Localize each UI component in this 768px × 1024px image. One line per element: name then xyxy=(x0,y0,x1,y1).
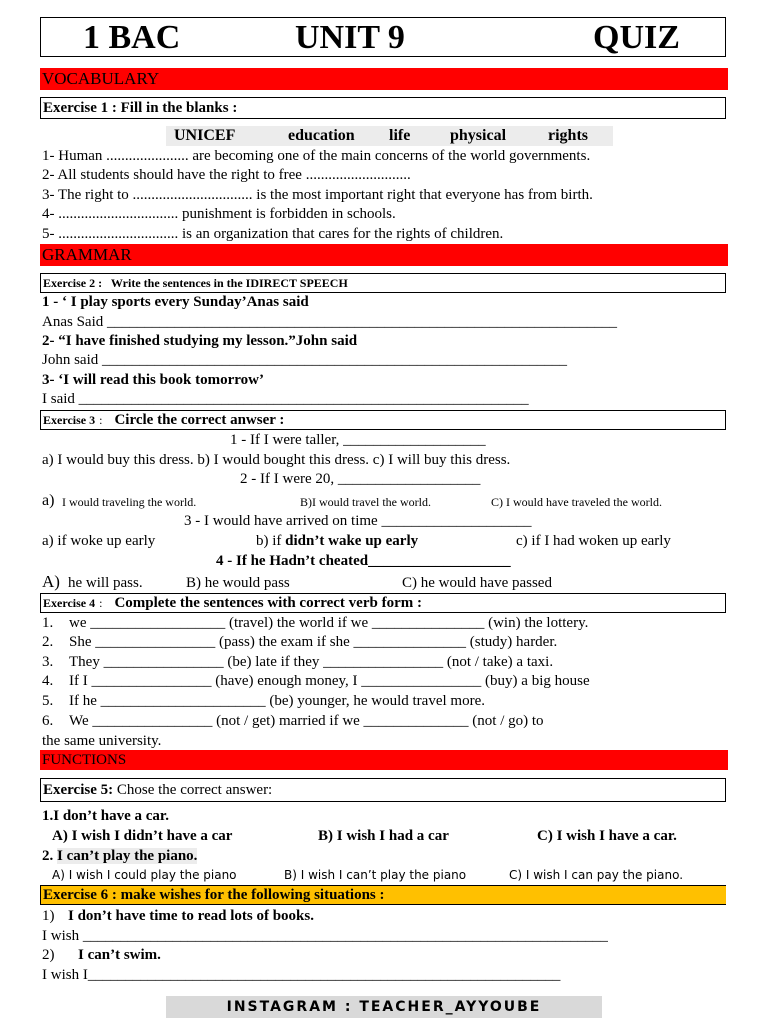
ex5-q2-option-a: A) I wish I could play the piano xyxy=(52,868,237,882)
ex2-answer-2: John said ______________________________________________________________ xyxy=(42,352,567,368)
exercise-5-label: Exercise 5: xyxy=(43,782,114,798)
ex3-q3-option-b xyxy=(256,532,418,551)
vocab-item-1: 1- Human ...................... are becoming one of the main concerns of the world governments. xyxy=(42,148,591,164)
ex5-q1-option-b: B) I wish I had a car xyxy=(318,828,449,844)
exercise-3-box xyxy=(40,410,726,430)
vocabulary-section-bar: VOCABULARY xyxy=(40,68,728,90)
exercise-4-instruction: Complete the sentences with correct verb form : xyxy=(114,595,422,611)
ex2-question-1: 1 - ‘ I play sports every Sunday’Anas said xyxy=(42,294,309,310)
exercise-5-box xyxy=(40,778,726,802)
ex3-q2-option-c: C) I would have traveled the world. xyxy=(491,495,662,509)
vocab-item-3: 3- The right to ................................ is the most important right that everyone has from birth. xyxy=(42,187,593,203)
vocab-item-4: 4- ................................ punishment is forbidden in schools. xyxy=(42,206,396,222)
ex3-q4-option-a-letter: A) xyxy=(42,572,60,591)
exercise-6-instruction: : make wishes for the following situations : xyxy=(111,887,385,903)
ex3-q4-option-c: C) he would have passed xyxy=(402,575,552,591)
ex3-q4-option-b: B) he would pass xyxy=(186,575,290,591)
ex5-question-2-text: I can’t play the piano. xyxy=(57,848,198,864)
exercise-1-box xyxy=(40,97,726,119)
ex6-answer-1: I wish ______________________________________________________________________ xyxy=(42,928,608,944)
ex2-question-3: 3- ‘I will read this book tomorrow’ xyxy=(42,372,264,388)
exercise-4-box xyxy=(40,593,726,613)
ex4-item-text: we __________________ (travel) the world if we _______________ (win) the lottery. xyxy=(69,615,589,631)
ex4-item-text: She ________________ (pass) the exam if she _______________ (study) harder. xyxy=(69,634,558,650)
exercise-6-header xyxy=(41,886,726,904)
ex6-question-1-text: I don’t have time to read lots of books. xyxy=(68,908,314,924)
ex3-q3-option-c: c) if I had woken up early xyxy=(516,533,671,549)
ex6-question-1 xyxy=(42,907,314,926)
ex2-answer-3: I said ____________________________________________________________ xyxy=(42,391,529,407)
ex6-question-2-text: I can’t swim. xyxy=(78,947,161,963)
ex3-question-1: 1 - If I were taller, ___________________ xyxy=(230,432,486,448)
word-bank-item: UNICEF xyxy=(174,127,236,144)
ex4-item-text: They ________________ (be) late if they ________________ (not / take) a taxi. xyxy=(69,654,554,670)
ex4-item-1 xyxy=(42,614,588,633)
ex4-item-text: We ________________ (not / get) married if we ______________ (not / go) to xyxy=(69,713,544,729)
exercise-1-label: Exercise 1 xyxy=(43,100,109,116)
ex4-item-number: 6. xyxy=(42,713,54,729)
ex4-item-number: 1. xyxy=(42,615,54,631)
ex6-question-1-number: 1) xyxy=(42,908,55,924)
ex4-item-2 xyxy=(42,633,557,652)
ex5-question-2-number: 2. xyxy=(42,848,54,864)
ex6-question-2-number: 2) xyxy=(42,947,55,963)
exercise-5-instruction: Chose the correct answer: xyxy=(116,782,273,798)
level-title: 1 BAC xyxy=(83,19,181,56)
ex4-item-number: 4. xyxy=(42,673,54,689)
vocab-item-2: 2- All students should have the right to free ............................ xyxy=(42,167,411,183)
ex3-q4-option-a: he will pass. xyxy=(68,575,143,591)
word-bank-item: life xyxy=(389,127,411,144)
exercise-2-box xyxy=(40,273,726,293)
ex4-item-text: If he ______________________ (be) younger, he would travel more. xyxy=(69,693,485,709)
exercise-6-label: Exercise 6 xyxy=(43,887,109,903)
ex4-item-number: 3. xyxy=(42,654,54,670)
ex5-q2-option-b: B) I wish I can’t play the piano xyxy=(284,868,467,882)
exercise-2-instruction: Write the sentences in the IDIRECT SPEECH xyxy=(110,276,348,290)
ex2-answer-1: Anas Said ____________________________________________________________________ xyxy=(42,314,617,330)
ex3-question-3: 3 - I would have arrived on time ____________________ xyxy=(184,513,532,529)
ex3-q3-option-b-text: didn’t wake up early xyxy=(285,533,419,549)
ex4-item-text: If I ________________ (have) enough money, I ________________ (buy) a big house xyxy=(69,673,590,689)
quiz-header xyxy=(40,17,726,57)
instagram-footer: INSTAGRAM : TEACHER_AYYOUBE xyxy=(166,996,602,1018)
exercise-4-colon: : xyxy=(99,596,103,610)
vocab-item-5: 5- ................................ is an organization that cares for the rights of children. xyxy=(42,226,504,242)
word-bank-item: physical xyxy=(450,127,507,144)
ex3-q2-option-b: B)I would travel the world. xyxy=(300,495,431,509)
ex3-q3-option-a: a) if woke up early xyxy=(42,533,156,549)
word-bank-item: education xyxy=(288,127,355,144)
ex5-q1-option-a: A) I wish I didn’t have a car xyxy=(52,828,233,844)
exercise-6-box xyxy=(40,885,726,905)
functions-section-bar: FUNCTIONS xyxy=(40,750,728,770)
exercise-3-instruction: Circle the correct anwser : xyxy=(114,412,285,428)
ex4-item-number: 5. xyxy=(42,693,54,709)
ex5-question-2 xyxy=(42,847,197,866)
exercise-2-label: Exercise 2 : xyxy=(43,276,103,290)
ex4-item-6 xyxy=(42,712,544,731)
ex3-q2-option-a: I would traveling the world. xyxy=(62,495,197,509)
ex4-item-6-continuation: the same university. xyxy=(42,733,162,749)
exercise-3-colon: : xyxy=(99,413,103,427)
exercise-3-label: Exercise 3 xyxy=(43,413,96,427)
ex3-q3-option-b-prefix: b) if xyxy=(256,533,282,549)
exercise-1-instruction: : Fill in the blanks : xyxy=(111,100,238,116)
ex5-q1-option-c: C) I wish I have a car. xyxy=(537,828,677,844)
ex3-q2-option-a-letter: a) xyxy=(42,492,55,509)
ex6-question-2 xyxy=(42,946,161,965)
ex5-q2-option-c: C) I wish I can pay the piano. xyxy=(509,868,684,882)
ex3-question-1-options: a) I would buy this dress. b) I would bought this dress. c) I will buy this dress. xyxy=(42,452,511,468)
ex3-question-4: 4 - If he Hadn’t cheated___________________ xyxy=(216,553,511,569)
ex3-question-2: 2 - If I were 20, ___________________ xyxy=(240,471,481,487)
exercise-4-label: Exercise 4 xyxy=(43,596,96,610)
quiz-title: QUIZ xyxy=(593,19,680,56)
grammar-section-bar: GRAMMAR xyxy=(40,244,728,266)
ex4-item-5 xyxy=(42,692,485,711)
ex6-answer-2: I wish I_______________________________________________________________ xyxy=(42,967,561,983)
ex4-item-4 xyxy=(42,672,590,691)
word-bank xyxy=(166,126,613,146)
word-bank-item: rights xyxy=(548,127,588,144)
ex2-question-2: 2- “I have finished studying my lesson.”John said xyxy=(42,333,358,349)
ex4-item-3 xyxy=(42,653,553,672)
ex5-question-1: 1.I don’t have a car. xyxy=(42,808,169,824)
ex4-item-number: 2. xyxy=(42,634,54,650)
unit-title: UNIT 9 xyxy=(295,19,405,56)
